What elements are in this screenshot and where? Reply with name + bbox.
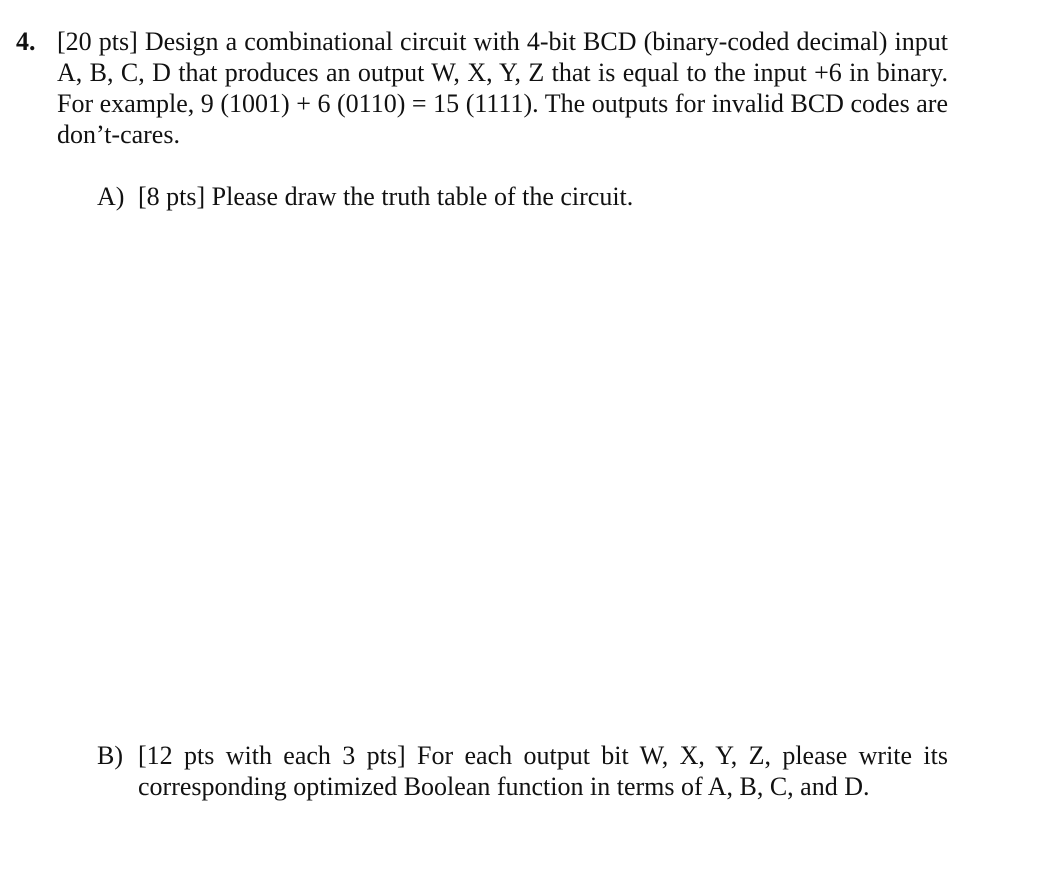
part-b	[97, 740, 948, 802]
part-a-label: A)	[97, 182, 125, 211]
part-a-text: [8 pts] Please draw the truth table of the circuit.	[138, 182, 634, 211]
part-b-label: B)	[97, 741, 123, 770]
part-a	[97, 181, 948, 212]
question-4	[16, 26, 948, 150]
question-text: [20 pts] Design a combinational circuit with 4-bit BCD (binary-coded decimal) input A, B, C, D that produces an output W, X, Y, Z that is equal to the input +6 in binary. For example, 9 (1001) + 6 (0110) = 15 (1111). The outputs for invalid BCD codes are don’t-cares.	[57, 27, 948, 149]
question-number: 4.	[16, 27, 36, 56]
part-b-text: [12 pts with each 3 pts] For each output bit W, X, Y, Z, please write its corresponding optimized Boolean function in terms of A, B, C, and D.	[138, 741, 948, 801]
